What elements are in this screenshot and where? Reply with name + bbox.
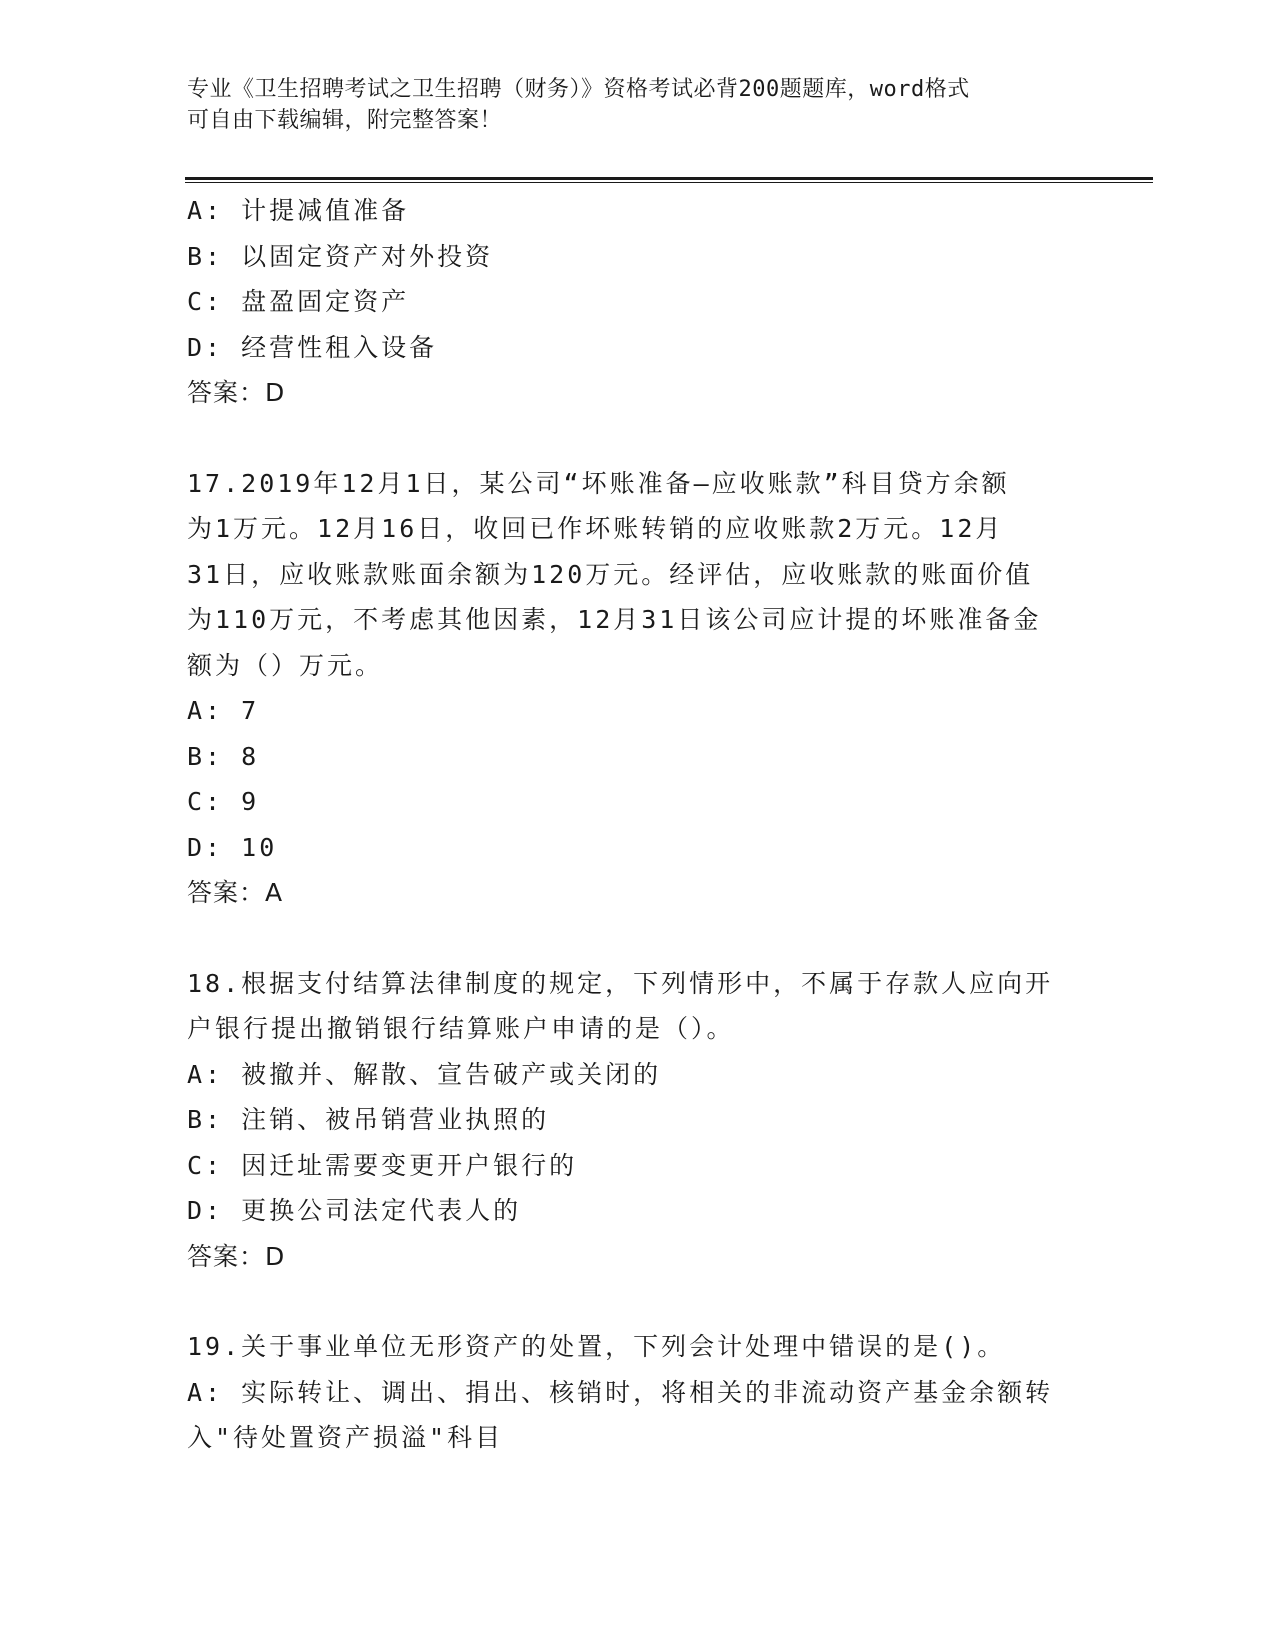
question-text-line: 额为（）万元。 xyxy=(187,650,384,680)
option-a: A: 实际转让、调出、捐出、核销时，将相关的非流动资产基金余额转 xyxy=(187,1377,1054,1407)
question-text-line: 户银行提出撤销银行结算账户申请的是（）。 xyxy=(187,1014,735,1043)
answer-line: 答案：A xyxy=(187,878,284,907)
header-line-1: 专业《卫生招聘考试之卫生招聘（财务）》资格考试必背200题题库，word格式 xyxy=(187,77,970,102)
question-text-line: 18.根据支付结算法律制度的规定，下列情形中，不属于存款人应向开 xyxy=(187,968,1054,998)
option-a: A: 被撤并、解散、宣告破产或关闭的 xyxy=(187,1059,662,1089)
document-header xyxy=(187,74,1087,136)
option-b: B: 8 xyxy=(187,741,260,771)
header-divider-thick xyxy=(185,177,1153,180)
header-line-2: 可自由下载编辑，附完整答案！ xyxy=(187,108,503,133)
question-18-block xyxy=(187,961,1087,1280)
option-d: D: 更换公司法定代表人的 xyxy=(187,1196,522,1225)
question-19-block xyxy=(187,1324,1087,1461)
question-text-line: 为110万元，不考虑其他因素，12月31日该公司应计提的坏账准备金 xyxy=(187,605,1042,634)
question-text-line: 17.2019年12月1日，某公司“坏账准备—应收账款”科目贷方余额 xyxy=(187,468,1010,498)
option-b: B: 注销、被吊销营业执照的 xyxy=(187,1105,550,1134)
question-17-block xyxy=(187,461,1087,916)
question-text-line: 为1万元。12月16日，收回已作坏账转销的应收账款2万元。12月 xyxy=(187,514,1004,543)
option-b: B: 以固定资产对外投资 xyxy=(187,241,494,271)
option-c: C: 盘盈固定资产 xyxy=(187,287,410,316)
option-c: C: 9 xyxy=(187,787,260,816)
answer-line: 答案：D xyxy=(187,378,286,407)
option-a-continued: 入"待处置资产损溢"科目 xyxy=(187,1423,504,1452)
document-body xyxy=(187,188,1087,1461)
option-d: D: 经营性租入设备 xyxy=(187,332,438,362)
option-d: D: 10 xyxy=(187,832,278,862)
question-text-line: 31日，应收账款账面余额为120万元。经评估，应收账款的账面价值 xyxy=(187,559,1034,589)
option-a: A: 计提减值准备 xyxy=(187,196,410,225)
question-16-block xyxy=(187,188,1087,416)
answer-line: 答案：D xyxy=(187,1241,286,1271)
question-text-line: 19.关于事业单位无形资产的处置，下列会计处理中错误的是()。 xyxy=(187,1332,1006,1361)
header-divider-thin xyxy=(185,182,1153,183)
option-a: A: 7 xyxy=(187,696,260,725)
option-c: C: 因迁址需要变更开户银行的 xyxy=(187,1150,578,1180)
